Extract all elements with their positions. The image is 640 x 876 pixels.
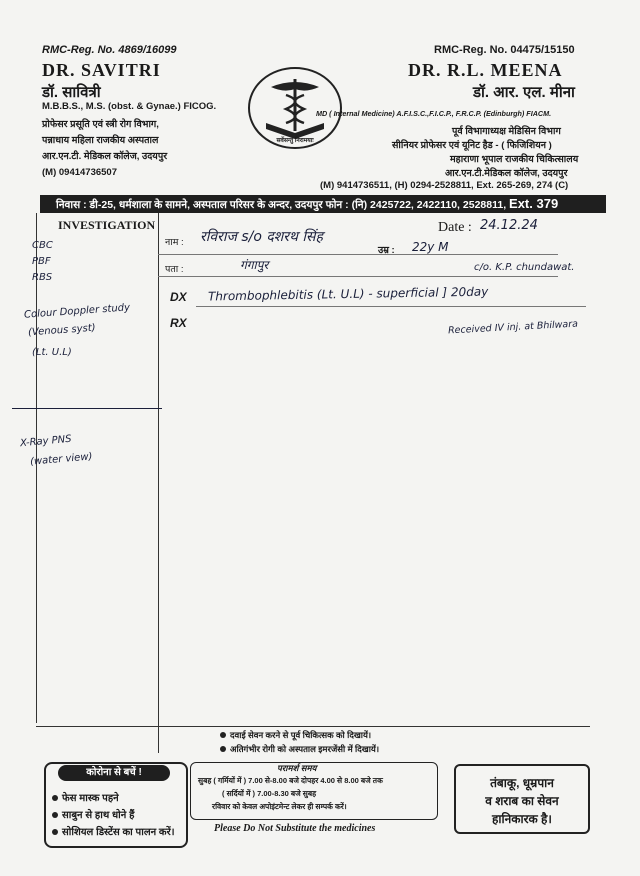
address-underline xyxy=(158,276,558,277)
right-doctor-name-hindi: डॉ. आर. एल. मीना xyxy=(473,84,575,101)
name-underline xyxy=(158,254,558,255)
address-handwritten: गंगापुर xyxy=(240,258,269,272)
investigation-item: RBS xyxy=(32,272,53,283)
timing-line: ( सर्दियों में ) 7.00-8.30 बजे सुबह xyxy=(222,789,317,798)
left-doctor-line-3: आर.एन.टी. मेडिकल कॉलेज, उदयपुर xyxy=(42,151,168,162)
right-doctor-line-1: पूर्व विभागाध्यक्ष मेडिसिन विभाग xyxy=(452,126,561,137)
age-handwritten: 22y M xyxy=(412,240,449,254)
logo-motto: सर्वेसन्तु निरामयाः xyxy=(276,138,314,144)
investigation-item: X-Ray PNS xyxy=(19,433,72,450)
right-doctor-line-3: महाराणा भूपाल राजकीय चिकित्सालय xyxy=(450,154,579,165)
corona-item: साबुन से हाथ धोने हैं xyxy=(52,807,134,821)
left-doctor-line-1: प्रोफेसर प्रसूति एवं स्त्री रोग विभाग, xyxy=(42,119,159,130)
tobacco-line: हानिकारक है। xyxy=(492,812,552,826)
right-doctor-degrees: MD ( Internal Medicine) A.F.I.S.C.,F.I.C.P., F.R.C.P. (Edinburgh) FIACM. xyxy=(316,109,552,118)
date-handwritten: 24.12.24 xyxy=(480,218,538,233)
corona-title: कोरोना से बचें ! xyxy=(58,765,170,781)
frame-left-line xyxy=(36,213,37,723)
date-label: Date : xyxy=(438,220,472,235)
rx-label: RX xyxy=(170,316,187,330)
address-bar xyxy=(40,195,606,213)
no-substitute-note: Please Do Not Substitute the medicines xyxy=(214,823,376,834)
dx-underline xyxy=(196,306,586,307)
age-label: उम्र : xyxy=(378,245,395,256)
care-of-handwritten: c/o. K.P. chundawat. xyxy=(474,262,575,273)
frame-divider-line xyxy=(158,213,159,753)
right-doctor-phones: (M) 9414736511, (H) 0294-2528811, Ext. 265-269, 274 (C) xyxy=(320,180,569,191)
right-reg-number: RMC-Reg. No. 04475/15150 xyxy=(434,44,575,56)
corona-item: सोशियल डिस्टेंस का पालन करें। xyxy=(52,824,175,838)
corona-item: फेस मास्क पहने xyxy=(52,790,119,804)
left-doctor-phone: (M) 09414736507 xyxy=(42,167,117,178)
left-doctor-degrees: M.B.B.S., M.S. (obst. & Gynae.) FICOG. xyxy=(42,101,217,112)
address-ext: Ext. 379 xyxy=(509,196,559,211)
left-reg-number: RMC-Reg. No. 4869/16099 xyxy=(42,44,177,56)
investigation-item: PBF xyxy=(32,256,51,267)
footer-note: दवाई सेवन करने से पूर्व चिकित्सक को दिखायें। xyxy=(220,730,371,741)
investigation-heading: INVESTIGATION xyxy=(58,218,156,232)
right-doctor-name: DR. R.L. MEENA xyxy=(408,60,563,80)
investigation-item: Colour Doppler study xyxy=(23,302,131,321)
dx-label: DX xyxy=(170,290,187,304)
timing-line: रविवार को केवल अपोइंटमेन्ट लेकर ही सम्पर्क करें। xyxy=(212,802,347,811)
investigation-item: (Lt. U.L) xyxy=(32,347,72,358)
tobacco-line: व शराब का सेवन xyxy=(485,794,559,808)
address-label: पता : xyxy=(165,264,184,275)
footer-note: अतिगंभीर रोगी को अस्पताल इमरजेंसी में दिखायें। xyxy=(220,744,379,755)
left-doctor-name: DR. SAVITRI xyxy=(42,60,161,80)
tobacco-line: तंबाकू, धूम्रपान xyxy=(490,776,554,790)
investigation-item: (Venous syst) xyxy=(27,322,96,339)
timing-line: सुबह ( गर्मियों में ) 7.00 से-8.00 बजे दोपहर 4.00 से 8.00 बजे तक xyxy=(198,776,383,785)
timing-title: परामर्श समय xyxy=(277,763,317,773)
investigation-item: CBC xyxy=(32,240,53,251)
rx-note-handwritten: Received IV inj. at Bhilwara xyxy=(447,318,579,337)
frame-bottom-line xyxy=(36,726,590,727)
investigation-divider xyxy=(12,408,162,409)
name-label: नाम : xyxy=(165,237,184,248)
left-doctor-name-hindi: डॉ. सावित्री xyxy=(42,84,101,101)
diagnosis-handwritten: Thrombophlebitis (Lt. U.L) - superficial ] 20day xyxy=(207,284,489,304)
left-doctor-line-2: पन्नाधाय महिला राजकीय अस्पताल xyxy=(42,135,159,146)
investigation-item: (water view) xyxy=(29,451,93,468)
address-text: निवास : डी-25, धर्मशाला के सामने, अस्पताल परिसर के अन्दर, उदयपुर फोन : (नि) 2425722, 2422110, 2528811, xyxy=(56,199,507,211)
patient-name-handwritten: रविराज s/o दशरथ सिंह xyxy=(200,229,323,245)
right-doctor-line-4: आर.एन.टी.मेडिकल कॉलेज, उदयपुर xyxy=(445,168,568,179)
right-doctor-line-2: सीनियर प्रोफेसर एवं यूनिट हैड - ( फिजिशियन ) xyxy=(392,140,552,151)
